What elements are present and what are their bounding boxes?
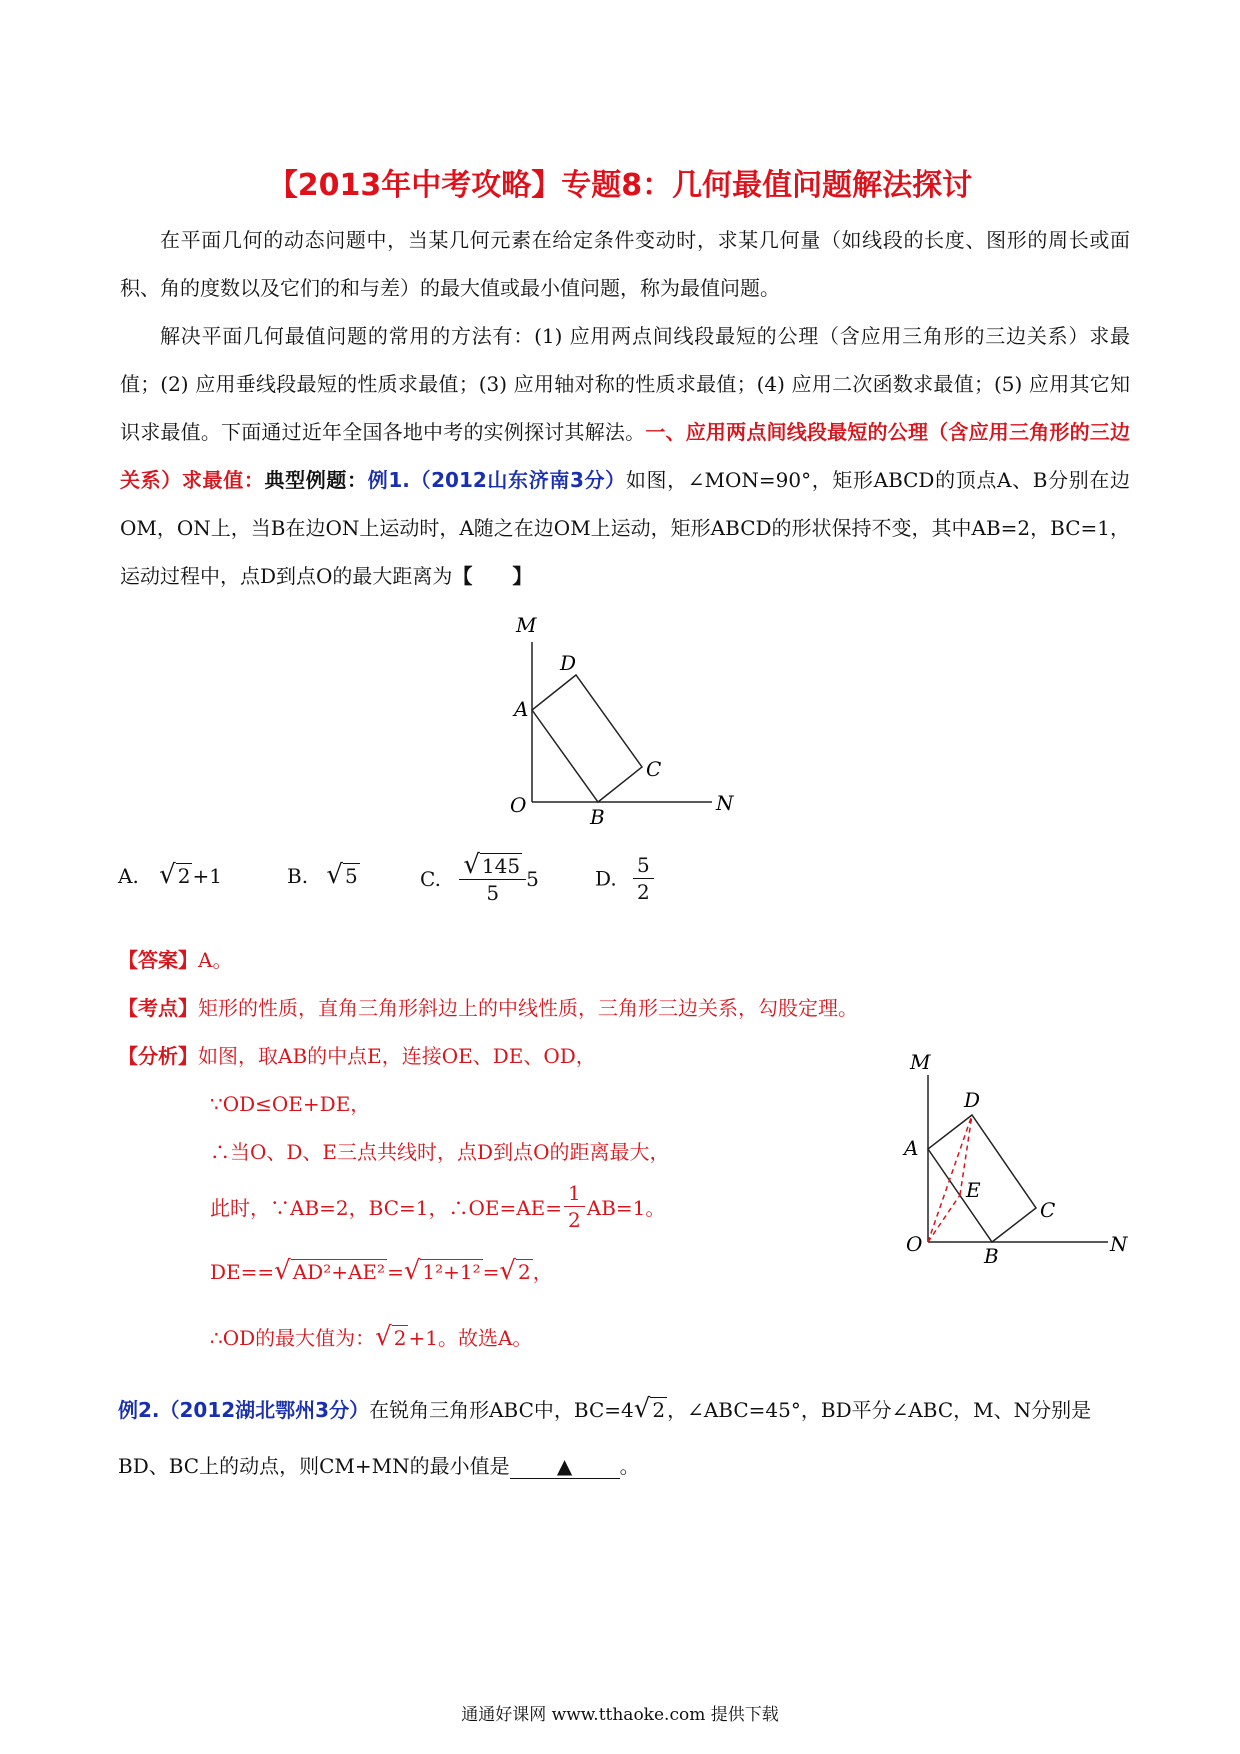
option-c: C. $\frac{√ 145}{5}$ 5 [420,850,539,905]
answer-blank: ▲ [510,1454,620,1479]
methods-text: 解决平面几何最值问题的常用的方法有：(1) 应用两点间线段最短的公理（含应用三角形的三边关系）求最值；(2) 应用垂线段最短的性质求最值；(3) 应用轴对称的性质求最值；(4) 应用二次函数求最值；(5) 应用其它知识求最值。下面通过近年全国各地中考的实例探讨其解法。 [120,324,1130,444]
answer-line: 【答案】A。 [118,948,233,972]
label-a: A [904,1136,919,1160]
label-c: C [1040,1198,1056,1222]
rectangle-abcd [928,1115,1036,1242]
label-c: C [646,757,662,781]
segment-oe [928,1195,960,1242]
label-n: N [716,791,734,815]
option-a: A. √ 2 +1 [118,860,222,890]
intro-paragraph-2 [120,312,1130,600]
label-n: N [1110,1232,1128,1256]
analysis-line-4: DE==√ AD²+AE² =√ 1²+1² =√ 2 ， [210,1256,553,1286]
label-m: M [516,613,537,637]
label-e: E [966,1178,981,1202]
label-b: B [590,805,605,829]
analysis-line-0: 【分析】如图，取AB的中点E，连接OE、DE、OD， [118,1044,596,1068]
example-1-text: 如图，∠MON=90°，矩形ABCD的顶点A、B分别在边OM，ON上，当B在边ON上运动时，A随之在边OM上运动，矩形ABCD的形状保持不变，其中AB=2，BC=1，运动过程中，点D到点O的最大距离为 [120,468,1131,588]
label-m: M [910,1050,931,1074]
figure-2-analysis-diagram [880,1045,1150,1275]
label-d: D [964,1088,981,1112]
label-o: O [906,1232,923,1256]
intro-paragraph-1: 在平面几何的动态问题中，当某几何元素在给定条件变动时，求某几何量（如线段的长度、图形的周长或面积、角的度数以及它们的和与差）的最大值或最小值问题，称为最值问题。 [120,228,1130,300]
label-b: B [984,1244,999,1268]
analysis-line-1: ∵OD≤OE+DE， [210,1092,371,1116]
figure-1-rectangle-diagram [500,610,760,830]
label-d: D [560,651,577,675]
option-b: B. √ 5 [287,860,358,890]
label-a: A [514,697,529,721]
page-title: 【2013年中考攻略】专题8：几何最值问题解法探讨 [267,168,973,203]
analysis-line-5: ∴OD的最大值为：√ 2 +1。故选A。 [210,1322,533,1352]
section-1-heading: 一、应用两点间线段最短的公理（含应用三角形的三边关系）求最值： [120,420,1131,492]
example-1-label: 例1. [367,468,410,492]
knowledge-points-line: 【考点】矩形的性质，直角三角形斜边上的中线性质，三角形三边关系，勾股定理。 [118,996,858,1020]
example-2-line-2: BD、BC上的动点，则CM+MN的最小值是 ▲ 。 [118,1454,640,1478]
typical-example-label: 典型例题： [264,468,368,492]
label-o: O [510,793,527,817]
rectangle-abcd [532,675,642,802]
analysis-line-3: 此时，∵AB=2，BC=1，∴OE=AE= $\frac{1}{2}$ AB=1。 [210,1181,666,1232]
example-1-source: （2012山东济南3分） [409,468,626,492]
option-d: D. $\frac{5}{2}$ [595,852,654,905]
analysis-line-2: ∴当O、D、E三点共线时，点D到点O的距离最大， [210,1140,670,1164]
page-footer: 通通好课网 www.tthaoke.com 提供下载 [461,1705,779,1725]
example-2-line-1: 例2.（2012湖北鄂州3分）在锐角三角形ABC中，BC=4√ 2 ，∠ABC=45°，BD平分∠ABC，M、N分别是 [118,1394,1092,1424]
answer-bracket: 【 】 [452,564,533,588]
